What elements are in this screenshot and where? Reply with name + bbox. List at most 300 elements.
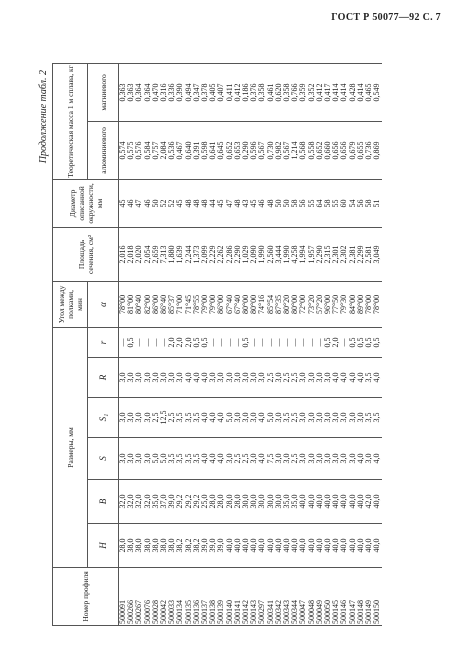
table-cell: 3,5 bbox=[283, 398, 291, 438]
table-cell: 4,0 bbox=[209, 438, 217, 480]
page-header: ГОСТ Р 50077—92 С. 7 bbox=[331, 12, 441, 23]
table-cell: 0,358 bbox=[258, 63, 266, 121]
table-cell: 0,640 bbox=[185, 121, 193, 179]
table-cell: 30,0 bbox=[250, 480, 258, 524]
table-cell: 0,575 bbox=[127, 121, 135, 179]
table-cell: 2,5 bbox=[242, 438, 250, 480]
table-cell: 3,0 bbox=[308, 358, 316, 398]
table-cell: 55 bbox=[308, 179, 316, 227]
table-cell: 0,584 bbox=[144, 121, 152, 179]
table-cell: 1,880 bbox=[168, 227, 176, 281]
table-cell: 0,567 bbox=[283, 121, 291, 179]
table-cell: 0,536 bbox=[168, 121, 176, 179]
table-cell: 500028 bbox=[152, 568, 160, 626]
table-cell: 56 bbox=[299, 179, 307, 227]
table-cell: 0,656 bbox=[340, 121, 348, 179]
table-cell: 48 bbox=[193, 179, 201, 227]
table-cell: 57°20 bbox=[316, 281, 324, 327]
table-cell: 3,0 bbox=[127, 438, 135, 480]
table-cell: 0,679 bbox=[349, 121, 357, 179]
table-cell: 2,0 bbox=[332, 327, 340, 357]
table-cell: 2,290 bbox=[316, 227, 324, 281]
table-cell: 0,465 bbox=[365, 63, 373, 121]
table-cell: 40,0 bbox=[250, 524, 258, 568]
table-cell: 40,0 bbox=[308, 480, 316, 524]
table-cell: — bbox=[160, 327, 168, 357]
table-cell: 12,5 bbox=[160, 398, 168, 438]
table-cell: 3,0 bbox=[332, 398, 340, 438]
table-cell: 1,990 bbox=[258, 227, 266, 281]
table-cell: 0,730 bbox=[267, 121, 275, 179]
table-cell: 3,0 bbox=[357, 398, 365, 438]
table-cell: 3,0 bbox=[299, 438, 307, 480]
table-cell: 3,0 bbox=[119, 438, 128, 480]
table-cell: 500343 bbox=[283, 568, 291, 626]
table-cell: 0,5 bbox=[127, 327, 135, 357]
table-cell: 80°00 bbox=[242, 281, 250, 327]
table-cell: 3,0 bbox=[275, 358, 283, 398]
table-cell: 40,0 bbox=[373, 480, 381, 524]
table-cell: 48 bbox=[185, 179, 193, 227]
table-cell: — bbox=[217, 327, 225, 357]
table-cell: 1,373 bbox=[193, 227, 201, 281]
table-body bbox=[119, 63, 382, 625]
table-cell: 500049 bbox=[316, 568, 324, 626]
table-cell: 48 bbox=[234, 179, 242, 227]
table-cell: 96°00 bbox=[324, 281, 332, 327]
table-cell: 0,316 bbox=[160, 63, 168, 121]
table-cell: 58 bbox=[291, 179, 299, 227]
table-cell: — bbox=[291, 327, 299, 357]
table-cell: 0,390 bbox=[176, 63, 184, 121]
col-profile: Номер профиля bbox=[53, 568, 119, 626]
table-cell: 500138 bbox=[209, 568, 217, 626]
table-cell: 0,645 bbox=[217, 121, 225, 179]
table-cell: 3,049 bbox=[373, 227, 381, 281]
table-cell: 71°45 bbox=[185, 281, 193, 327]
table-cell: 2,581 bbox=[365, 227, 373, 281]
table-cell: 38,0 bbox=[152, 524, 160, 568]
col-mass: Теоретическая масса 1 м сплава, кг bbox=[53, 63, 88, 179]
table-cell: 3,5 bbox=[185, 438, 193, 480]
table-cell: 3,0 bbox=[299, 398, 307, 438]
table-cell: 500266 bbox=[127, 568, 135, 626]
table-cell: 2,560 bbox=[267, 227, 275, 281]
table-cell: 85°54 bbox=[267, 281, 275, 327]
table-cell: 40,0 bbox=[340, 524, 348, 568]
table-cell: 4,0 bbox=[201, 398, 209, 438]
table-cell: 30,0 bbox=[242, 480, 250, 524]
table-cell: 3,5 bbox=[176, 398, 184, 438]
table-cell: 5,0 bbox=[152, 438, 160, 480]
table-cell: 0,574 bbox=[119, 121, 128, 179]
table-cell: 500050 bbox=[324, 568, 332, 626]
table-cell: 40,0 bbox=[283, 524, 291, 568]
table-cell: 35,0 bbox=[283, 480, 291, 524]
table-cell: 4,0 bbox=[217, 438, 225, 480]
table-cell: 79°00 bbox=[209, 281, 217, 327]
table-cell: 3,0 bbox=[316, 358, 324, 398]
table-cell: 50 bbox=[283, 179, 291, 227]
table-cell: 3,0 bbox=[119, 398, 128, 438]
table-cell: 0,5 bbox=[373, 327, 381, 357]
table-cell: 0,358 bbox=[283, 63, 291, 121]
table-cell: 0,290 bbox=[242, 121, 250, 179]
table-cell: 2,262 bbox=[217, 227, 225, 281]
rotated-table-block bbox=[38, 64, 407, 626]
table-cell: 2,5 bbox=[291, 398, 299, 438]
table-cell: 3,5 bbox=[185, 398, 193, 438]
table-cell: 35,0 bbox=[291, 480, 299, 524]
table-cell: 0,359 bbox=[299, 63, 307, 121]
table-cell: 82°00 bbox=[144, 281, 152, 327]
table-cell: 80°00 bbox=[250, 281, 258, 327]
table-cell: 4,0 bbox=[185, 358, 193, 398]
table-cell: 3,0 bbox=[242, 358, 250, 398]
table-cell: 2,0 bbox=[176, 327, 184, 357]
table-cell: 47 bbox=[226, 179, 234, 227]
table-cell: 500149 bbox=[365, 568, 373, 626]
table-cell: 40,0 bbox=[332, 524, 340, 568]
table-cell: 500134 bbox=[176, 568, 184, 626]
table-cell: 79°00 bbox=[201, 281, 209, 327]
table-cell: 0,652 bbox=[316, 121, 324, 179]
table-cell: 81°00 bbox=[127, 281, 135, 327]
table-cell: 500076 bbox=[144, 568, 152, 626]
table-cell: 4,0 bbox=[193, 358, 201, 398]
table-cell: 0,641 bbox=[209, 121, 217, 179]
table-cell: 45 bbox=[250, 179, 258, 227]
table-cell: 500033 bbox=[168, 568, 176, 626]
table-cell: — bbox=[283, 327, 291, 357]
table-cell: 2,5 bbox=[267, 358, 275, 398]
table-cell: 40,0 bbox=[299, 480, 307, 524]
table-cell: 0,982 bbox=[275, 121, 283, 179]
table-cell: 3,0 bbox=[340, 438, 348, 480]
table-cell: — bbox=[144, 327, 152, 357]
table-cell: 2,229 bbox=[209, 227, 217, 281]
table-cell: 38,2 bbox=[185, 524, 193, 568]
table-cell: 0,5 bbox=[201, 327, 209, 357]
table-cell: 39,0 bbox=[201, 524, 209, 568]
table-cell: 85°37 bbox=[168, 281, 176, 327]
table-cell: 3,0 bbox=[209, 358, 217, 398]
table-cell: 86°40 bbox=[160, 281, 168, 327]
table-cell: 2,301 bbox=[332, 227, 340, 281]
table-cell: 3,0 bbox=[283, 438, 291, 480]
table-cell: 3,0 bbox=[365, 438, 373, 480]
table-cell: 54 bbox=[349, 179, 357, 227]
table-cell: 3,0 bbox=[324, 398, 332, 438]
table-cell: 0,363 bbox=[127, 63, 135, 121]
table-cell: 0,549 bbox=[373, 63, 381, 121]
table-cell: 79°30 bbox=[340, 281, 348, 327]
table-cell: 87°35 bbox=[275, 281, 283, 327]
table-cell: 500145 bbox=[332, 568, 340, 626]
table-cell: 43 bbox=[242, 179, 250, 227]
table-cell: 500342 bbox=[275, 568, 283, 626]
table-cell: 0,766 bbox=[291, 63, 299, 121]
table-cell: 500048 bbox=[308, 568, 316, 626]
table-cell: 3,0 bbox=[308, 398, 316, 438]
table-cell: 40,0 bbox=[316, 524, 324, 568]
table-cell: 67°40 bbox=[226, 281, 234, 327]
table-cell: — bbox=[209, 327, 217, 357]
table-cell: 500135 bbox=[185, 568, 193, 626]
table-cell: 46 bbox=[144, 179, 152, 227]
table-cell: 3,0 bbox=[135, 358, 143, 398]
profiles-table bbox=[52, 63, 382, 626]
table-cell: 52 bbox=[168, 179, 176, 227]
table-cell: 39,0 bbox=[168, 480, 176, 524]
table-cell: — bbox=[152, 327, 160, 357]
table-cell: 58 bbox=[365, 179, 373, 227]
table-cell: 0,655 bbox=[357, 121, 365, 179]
table-cell: 2,5 bbox=[168, 398, 176, 438]
col-alum: алюминиевого bbox=[88, 121, 119, 179]
table-cell: 0,653 bbox=[234, 121, 242, 179]
table-cell: — bbox=[316, 327, 324, 357]
table-cell: 0,5 bbox=[324, 327, 332, 357]
table-cell: 73°20 bbox=[308, 281, 316, 327]
table-cell: 4,0 bbox=[357, 358, 365, 398]
table-row bbox=[373, 63, 381, 625]
table-cell: 500147 bbox=[349, 568, 357, 626]
table-cell: 3,0 bbox=[275, 438, 283, 480]
table-cell: 2,299 bbox=[357, 227, 365, 281]
table-cell: 29,2 bbox=[193, 480, 201, 524]
table-cell: 28,0 bbox=[226, 480, 234, 524]
table-cell: 500091 bbox=[119, 568, 128, 626]
table-cell: 1,994 bbox=[299, 227, 307, 281]
table-cell: 0,656 bbox=[332, 121, 340, 179]
table-cell: 3,0 bbox=[160, 358, 168, 398]
table-cell: 2,084 bbox=[160, 121, 168, 179]
table-cell: 3,444 bbox=[275, 227, 283, 281]
table-cell: 47 bbox=[135, 179, 143, 227]
table-cell: — bbox=[258, 327, 266, 357]
table-cell: 72°00 bbox=[299, 281, 307, 327]
table-cell: 0,336 bbox=[168, 63, 176, 121]
table-cell: 500141 bbox=[234, 568, 242, 626]
table-cell: 78°00 bbox=[373, 281, 381, 327]
table-cell: 2,659 bbox=[152, 227, 160, 281]
table-cell: 0,568 bbox=[299, 121, 307, 179]
table-cell: 500267 bbox=[135, 568, 143, 626]
table-cell: 3,0 bbox=[250, 358, 258, 398]
table-cell: 3,0 bbox=[226, 358, 234, 398]
table-cell: 0,494 bbox=[185, 63, 193, 121]
table-cell: 40,0 bbox=[332, 480, 340, 524]
col-r1: R bbox=[88, 358, 119, 398]
table-cell: 5,0 bbox=[160, 438, 168, 480]
table-cell: 40,0 bbox=[324, 524, 332, 568]
table-cell: 0,5 bbox=[193, 327, 201, 357]
table-cell: 40,0 bbox=[275, 524, 283, 568]
table-cell: 0,407 bbox=[217, 63, 225, 121]
table-cell: 3,0 bbox=[258, 358, 266, 398]
table-cell: 30,0 bbox=[258, 480, 266, 524]
table-cell: 2,018 bbox=[127, 227, 135, 281]
table-cell: 500297 bbox=[258, 568, 266, 626]
table-cell: — bbox=[250, 327, 258, 357]
table-cell: 48 bbox=[267, 179, 275, 227]
table-cell: 46 bbox=[127, 179, 135, 227]
table-cell: 51 bbox=[373, 179, 381, 227]
table-cell: 4,0 bbox=[373, 358, 381, 398]
table-cell: 2,290 bbox=[234, 227, 242, 281]
table-cell: 71°00 bbox=[176, 281, 184, 327]
table-cell: 3,0 bbox=[226, 438, 234, 480]
table-cell: 2,090 bbox=[250, 227, 258, 281]
col-s1: S₁ bbox=[88, 398, 119, 438]
table-cell: 0,620 bbox=[275, 63, 283, 121]
table-cell: 40,0 bbox=[357, 524, 365, 568]
table-cell: 38,0 bbox=[144, 524, 152, 568]
table-cell: 0,757 bbox=[152, 121, 160, 179]
col-r2: r bbox=[88, 327, 119, 357]
table-cell: 4,0 bbox=[201, 358, 209, 398]
table-cell: 4,0 bbox=[209, 398, 217, 438]
table-cell: 3,0 bbox=[242, 398, 250, 438]
table-cell: 1,957 bbox=[308, 227, 316, 281]
table-cell: 39,0 bbox=[209, 524, 217, 568]
table-cell: 0,378 bbox=[201, 63, 209, 121]
table-cell: 52 bbox=[160, 179, 168, 227]
table-cell: 40,0 bbox=[308, 524, 316, 568]
table-cell: 3,5 bbox=[193, 438, 201, 480]
table-cell: 0,411 bbox=[226, 63, 234, 121]
col-area: Площадь сечения, см² bbox=[53, 227, 119, 281]
table-cell: 30,0 bbox=[275, 480, 283, 524]
table-cell: 7,313 bbox=[160, 227, 168, 281]
table-cell: 0,352 bbox=[308, 63, 316, 121]
table-cell: 3,0 bbox=[217, 358, 225, 398]
table-cell: 4,0 bbox=[373, 438, 381, 480]
table-cell: 0,596 bbox=[250, 121, 258, 179]
table-cell: 2,0 bbox=[185, 327, 193, 357]
table-cell: 3,0 bbox=[176, 358, 184, 398]
table-cell: 45 bbox=[176, 179, 184, 227]
table-cell: 40,0 bbox=[258, 524, 266, 568]
table-cell: 500139 bbox=[217, 568, 225, 626]
table-cell: 2,0 bbox=[168, 327, 176, 357]
table-cell: 1,639 bbox=[176, 227, 184, 281]
table-cell: 3,0 bbox=[135, 398, 143, 438]
table-cell: 45 bbox=[119, 179, 128, 227]
table-cell: 78°55 bbox=[193, 281, 201, 327]
table-cell: — bbox=[275, 327, 283, 357]
table-cell: 3,0 bbox=[127, 398, 135, 438]
table-cell: 40,0 bbox=[357, 480, 365, 524]
table-cell: 0,363 bbox=[119, 63, 128, 121]
table-cell: 500341 bbox=[267, 568, 275, 626]
table-cell: 28,0 bbox=[217, 480, 225, 524]
table-cell: — bbox=[267, 327, 275, 357]
table-cell: 40,0 bbox=[234, 524, 242, 568]
table-cell: 0,5 bbox=[242, 327, 250, 357]
table-cell: 3,5 bbox=[168, 438, 176, 480]
table-cell: 0,470 bbox=[152, 63, 160, 121]
table-cell: 40,0 bbox=[365, 524, 373, 568]
table-cell: 500140 bbox=[226, 568, 234, 626]
table-cell: 4,0 bbox=[357, 438, 365, 480]
table-cell: — bbox=[234, 327, 242, 357]
table-cell: 2,054 bbox=[144, 227, 152, 281]
table-cell: 78°00 bbox=[119, 281, 128, 327]
table-cell: 60 bbox=[340, 179, 348, 227]
table-cell: 46 bbox=[258, 179, 266, 227]
table-cell: 0,417 bbox=[324, 63, 332, 121]
table-cell: 3,5 bbox=[365, 398, 373, 438]
table-cell: 0,467 bbox=[176, 121, 184, 179]
table-cell: 0,736 bbox=[365, 121, 373, 179]
table-continuation-label: Продолжение табл. 2 bbox=[38, 70, 49, 164]
table-cell: 2,302 bbox=[340, 227, 348, 281]
table-cell: 4,0 bbox=[332, 358, 340, 398]
table-cell: — bbox=[308, 327, 316, 357]
table-cell: 35,0 bbox=[152, 480, 160, 524]
table-cell: 58 bbox=[324, 179, 332, 227]
table-cell: 0,558 bbox=[308, 121, 316, 179]
table-cell: 86°00 bbox=[217, 281, 225, 327]
table-cell: 0,414 bbox=[332, 63, 340, 121]
table-cell: 29,2 bbox=[176, 480, 184, 524]
table-cell: 40,0 bbox=[349, 480, 357, 524]
table-cell: 500143 bbox=[250, 568, 258, 626]
table-cell: 0,660 bbox=[324, 121, 332, 179]
table-cell: 4,258 bbox=[291, 227, 299, 281]
table-cell: 80°20 bbox=[283, 281, 291, 327]
col-s: S bbox=[88, 438, 119, 480]
table-cell: 32,0 bbox=[144, 480, 152, 524]
col-diameter: Диаметр описанной окружности, мм bbox=[53, 179, 119, 227]
table-cell: 48 bbox=[201, 179, 209, 227]
table-cell: 500148 bbox=[357, 568, 365, 626]
table-cell: 4,0 bbox=[258, 398, 266, 438]
table-cell: 4,0 bbox=[217, 398, 225, 438]
table-cell: 3,0 bbox=[299, 358, 307, 398]
table-cell: — bbox=[226, 327, 234, 357]
table-cell: 3,0 bbox=[349, 438, 357, 480]
table-cell: 40,0 bbox=[340, 480, 348, 524]
table-cell: 55 bbox=[332, 179, 340, 227]
table-cell: 89°00 bbox=[357, 281, 365, 327]
table-cell: 64 bbox=[316, 179, 324, 227]
table-cell: 500344 bbox=[291, 568, 299, 626]
table-cell: 0,567 bbox=[258, 121, 266, 179]
table-cell: 1,990 bbox=[283, 227, 291, 281]
table-cell: 0,405 bbox=[209, 63, 217, 121]
table-cell: 2,5 bbox=[152, 398, 160, 438]
table-cell: 3,0 bbox=[144, 398, 152, 438]
table-cell: 2,099 bbox=[201, 227, 209, 281]
table-cell: 28,0 bbox=[209, 480, 217, 524]
table-cell: 2,5 bbox=[234, 438, 242, 480]
table-cell: 2,381 bbox=[349, 227, 357, 281]
table-cell: 38,0 bbox=[168, 524, 176, 568]
table-cell: 3,0 bbox=[152, 358, 160, 398]
table-cell: 2,5 bbox=[283, 358, 291, 398]
table-cell: 5,0 bbox=[226, 398, 234, 438]
table-cell: 50 bbox=[152, 179, 160, 227]
table-cell: 0,347 bbox=[193, 63, 201, 121]
table-cell: 3,0 bbox=[168, 358, 176, 398]
table-cell: 40,0 bbox=[226, 524, 234, 568]
table-cell: 1,029 bbox=[242, 227, 250, 281]
table-cell: 7,5 bbox=[267, 438, 275, 480]
col-b: B bbox=[88, 480, 119, 524]
